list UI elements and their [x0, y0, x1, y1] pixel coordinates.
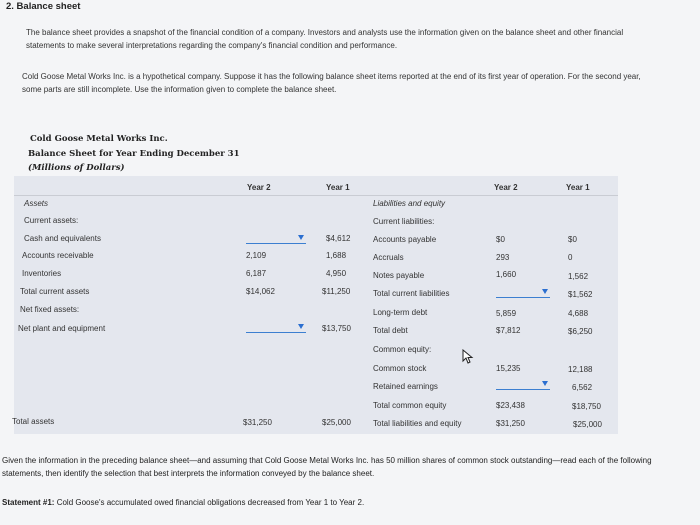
tcl-year1: $1,562 [568, 290, 593, 299]
ap-label: Accounts payable [373, 235, 437, 244]
ap-year1: $0 [568, 235, 577, 244]
re-label: Retained earnings [373, 382, 438, 391]
section-heading: 2. Balance sheet [6, 1, 81, 12]
npe-year1: $13,750 [322, 324, 351, 333]
inventories-year2: 6,187 [246, 269, 267, 278]
tce-year1: $18,750 [572, 402, 601, 411]
ce-label: Common equity: [373, 345, 432, 354]
re-year2-dropdown[interactable] [496, 381, 550, 390]
td-year1: $6,250 [568, 327, 593, 336]
td-label: Total debt [373, 326, 408, 335]
table-background [14, 176, 618, 434]
header-assets-year1: Year 1 [326, 183, 350, 192]
ltd-label: Long-term debt [373, 308, 428, 317]
statement-units: (Millions of Dollars) [28, 163, 125, 173]
ltd-year1: 4,688 [568, 309, 589, 318]
cs-year2: 15,235 [496, 364, 521, 373]
ltd-year2: 5,859 [496, 309, 517, 318]
chevron-down-icon [298, 235, 304, 240]
assets-title: Assets [24, 199, 49, 208]
tca-year2: $14,062 [246, 287, 275, 296]
chevron-down-icon [298, 324, 304, 329]
current-liabilities-label: Current liabilities: [373, 217, 435, 226]
statement-text: Cold Goose's accumulated owed financial obligations decreased from Year 1 to Year 2. [54, 498, 365, 507]
np-year1: 1,562 [568, 272, 589, 281]
tce-label: Total common equity [373, 401, 447, 410]
header-liab-year1: Year 1 [566, 183, 590, 192]
accruals-label: Accruals [373, 253, 404, 262]
cash-year2-dropdown[interactable] [246, 235, 306, 244]
ta-year1: $25,000 [322, 418, 351, 427]
accruals-year2: 293 [496, 253, 510, 262]
cash-year1: $4,612 [326, 234, 351, 243]
chevron-down-icon [542, 381, 548, 386]
ta-label: Total assets [12, 417, 55, 426]
td-year2: $7,812 [496, 326, 521, 335]
accruals-year1: 0 [568, 253, 573, 262]
company-name: Cold Goose Metal Works Inc. [30, 134, 168, 144]
header-liab-year2: Year 2 [494, 183, 518, 192]
tce-year2: $23,438 [496, 401, 525, 410]
header-assets-year2: Year 2 [247, 183, 271, 192]
current-assets-label: Current assets: [24, 216, 79, 225]
cs-year1: 12,188 [568, 365, 593, 374]
intro-paragraph: The balance sheet provides a snapshot of the financial condition of a company. Investors and analysts use the information given on the balance sheet and other financial statements to make several interpretations regarding the company's financial condition and performance. [26, 28, 624, 50]
liabilities-title: Liabilities and equity [373, 199, 446, 208]
ar-label: Accounts receivable [22, 251, 94, 260]
ar-year2: 2,109 [246, 251, 267, 260]
inventories-year1: 4,950 [326, 269, 347, 278]
statement-line [2, 496, 682, 509]
tcl-label: Total current liabilities [373, 289, 450, 298]
statement-label: Statement #1: [2, 498, 55, 507]
statement-title: Balance Sheet for Year Ending December 31 [28, 149, 240, 159]
inventories-label: Inventories [22, 269, 62, 278]
cursor-icon [462, 349, 474, 365]
tca-year1: $11,250 [322, 287, 351, 296]
tca-label: Total current assets [20, 287, 90, 296]
np-year2: 1,660 [496, 270, 517, 279]
chevron-down-icon [542, 289, 548, 294]
tle-label: Total liabilities and equity [373, 419, 462, 428]
ta-year2: $31,250 [243, 418, 272, 427]
npe-year2-dropdown[interactable] [246, 324, 306, 333]
ap-year2: $0 [496, 235, 505, 244]
tle-year2: $31,250 [496, 419, 525, 428]
npe-label: Net plant and equipment [18, 324, 106, 333]
cash-label: Cash and equivalents [24, 234, 101, 243]
tle-year1: $25,000 [573, 420, 602, 429]
ar-year1: 1,688 [326, 251, 347, 260]
tcl-year2-dropdown[interactable] [496, 289, 550, 298]
footer-paragraph: Given the information in the preceding balance sheet—and assuming that Cold Goose Metal Works Inc. has 50 million shares of common stock outstanding—read each of the following statements, then identify the selection that best interprets the information conveyed by the balance sheet. [2, 456, 652, 478]
np-label: Notes payable [373, 271, 425, 280]
scenario-paragraph: Cold Goose Metal Works Inc. is a hypothetical company. Suppose it has the following balance sheet items reported at the end of its first year of operation. For the second year, some parts are still incomplete. Use the information given to complete the balance sheet. [22, 72, 641, 94]
nfa-label: Net fixed assets: [20, 305, 80, 314]
re-year1: 6,562 [572, 383, 593, 392]
cs-label: Common stock [373, 364, 427, 373]
header-divider [14, 195, 618, 196]
